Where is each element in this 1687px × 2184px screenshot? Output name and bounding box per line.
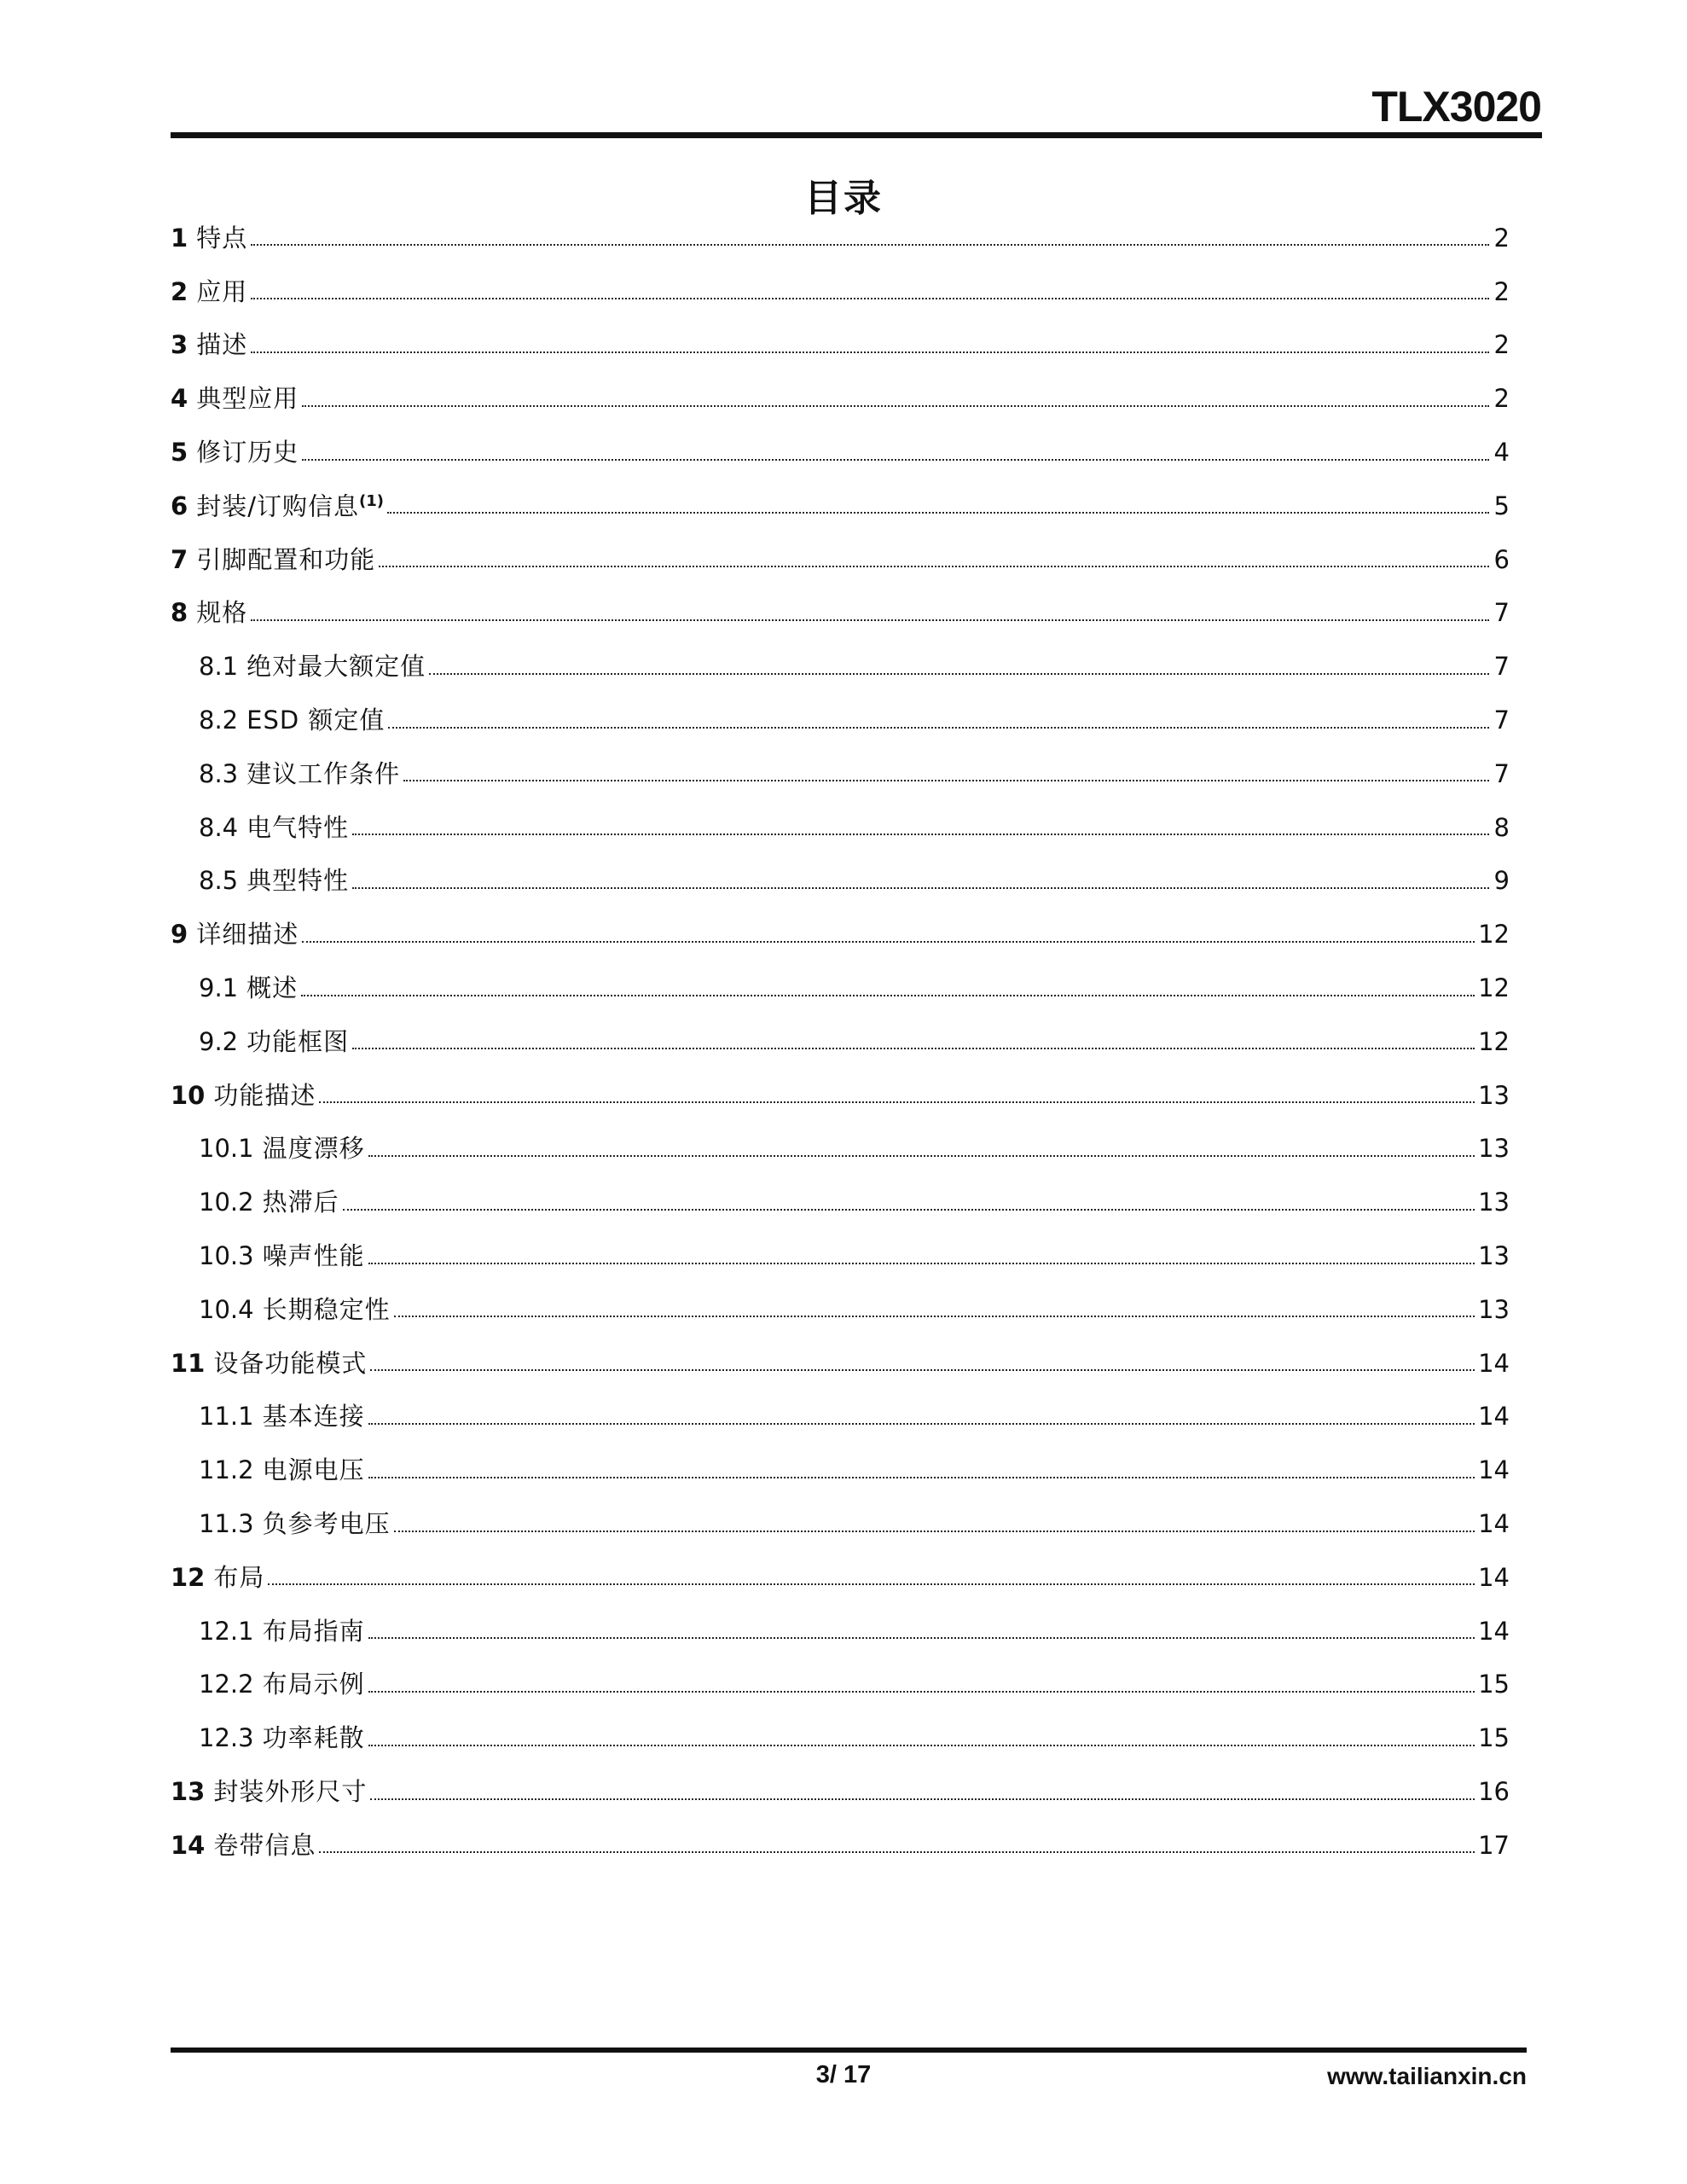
- toc-dot-leader: [302, 459, 1489, 461]
- toc-entry-title: 电源电压: [262, 1455, 365, 1485]
- toc-entry-title: 引脚配置和功能: [196, 544, 376, 574]
- toc-entry[interactable]: [171, 533, 1510, 587]
- toc-entry[interactable]: [171, 1658, 1510, 1712]
- toc-entry-page: 14: [1478, 1616, 1510, 1646]
- toc-entry-title: 绝对最大额定值: [246, 652, 426, 682]
- toc-entry[interactable]: [171, 1765, 1510, 1819]
- toc-entry-number: 8.3: [199, 758, 239, 788]
- toc-entry-title-wrap: [196, 276, 248, 306]
- toc-dot-leader: [379, 566, 1489, 567]
- toc-dot-leader: [368, 1477, 1475, 1478]
- toc-dot-leader: [319, 1851, 1475, 1853]
- toc-dot-leader: [394, 1531, 1475, 1532]
- toc-entry-number: 5: [171, 438, 188, 468]
- toc-entry-title-wrap: [246, 973, 299, 1003]
- toc-entry[interactable]: [171, 694, 1510, 747]
- toc-entry-number: 3: [171, 330, 188, 360]
- toc-entry-number: 2: [171, 276, 188, 306]
- toc-entry-page: 17: [1478, 1830, 1510, 1860]
- toc-entry[interactable]: [171, 1015, 1510, 1069]
- toc-entry-page: 7: [1493, 758, 1510, 788]
- toc-entry-number: 11.1: [199, 1402, 254, 1432]
- toc-entry-number: 11.2: [199, 1455, 254, 1485]
- toc-dot-leader: [368, 1155, 1475, 1157]
- toc-entry-title-wrap: [262, 1134, 365, 1164]
- toc-dot-leader: [368, 1637, 1475, 1639]
- toc-entry-title-wrap: [196, 223, 248, 253]
- toc-entry-title: 建议工作条件: [246, 758, 401, 788]
- toc-entry[interactable]: [171, 1229, 1510, 1283]
- toc-entry-title-wrap: [262, 1402, 365, 1432]
- toc-entry-title: 概述: [246, 973, 299, 1003]
- footer-rule: [171, 2048, 1527, 2053]
- toc-entry-page: 9: [1493, 866, 1510, 896]
- toc-dot-leader: [368, 1263, 1475, 1264]
- toc-entry-title-wrap: [246, 866, 350, 896]
- toc-entry-page: 12: [1478, 1026, 1510, 1056]
- toc-entry-title-wrap: [196, 384, 299, 414]
- toc-entry-title: 热滞后: [262, 1188, 339, 1217]
- toc-dot-leader: [251, 244, 1489, 246]
- toc-entry-page: 6: [1493, 544, 1510, 574]
- toc-dot-leader: [352, 887, 1489, 889]
- toc-entry-title-wrap: [196, 438, 299, 468]
- toc-dot-leader: [387, 512, 1489, 514]
- toc-entry-title: 规格: [196, 598, 248, 628]
- toc-dot-leader: [368, 1745, 1475, 1746]
- toc-entry[interactable]: [171, 1337, 1510, 1391]
- toc-entry[interactable]: [171, 1069, 1510, 1123]
- toc-entry-page: 2: [1493, 276, 1510, 306]
- toc-entry-title-wrap: [213, 1777, 368, 1806]
- toc-entry-title: 修订历史: [196, 438, 299, 468]
- toc-dot-leader: [343, 1209, 1475, 1211]
- toc-entry-number: 10.1: [199, 1134, 254, 1164]
- toc-dot-leader: [302, 941, 1475, 943]
- toc-entry[interactable]: [171, 479, 1510, 533]
- toc-entry-title: 典型应用: [196, 384, 299, 414]
- toc-entry-page: 14: [1478, 1509, 1510, 1539]
- toc-dot-leader: [388, 727, 1489, 729]
- toc-entry-title-wrap: [246, 652, 426, 682]
- toc-dot-leader: [403, 780, 1489, 781]
- toc-entry-title-wrap: [262, 1241, 365, 1271]
- toc-entry[interactable]: [171, 212, 1510, 265]
- toc-entry-title-wrap: [196, 920, 299, 950]
- toc-entry-title: 详细描述: [196, 920, 299, 950]
- toc-entry[interactable]: [171, 801, 1510, 855]
- toc-entry-title-wrap: [213, 1348, 368, 1378]
- toc-entry-title: 功能描述: [213, 1080, 316, 1110]
- toc-entry-number: 10.2: [199, 1188, 254, 1217]
- toc-entry-title-wrap: [196, 491, 384, 521]
- toc-entry-title-wrap: [213, 1562, 265, 1592]
- toc-entry-title-wrap: [246, 758, 401, 788]
- toc-entry-page: 12: [1478, 920, 1510, 950]
- toc-entry-page: 14: [1478, 1348, 1510, 1378]
- toc-entry-page: 15: [1478, 1670, 1510, 1699]
- toc-entry[interactable]: [171, 855, 1510, 909]
- toc-entry-number: 1: [171, 223, 188, 253]
- toc-entry-page: 2: [1493, 223, 1510, 253]
- toc-entry[interactable]: [171, 1711, 1510, 1765]
- toc-entry-title-wrap: [196, 598, 248, 628]
- toc-entry-number: 6: [171, 491, 188, 520]
- toc-entry[interactable]: [171, 1176, 1510, 1229]
- toc-entry-title: 功率耗散: [262, 1723, 365, 1753]
- toc-entry-title: ESD 额定值: [246, 706, 386, 735]
- toc-entry-page: 2: [1493, 330, 1510, 360]
- toc-entry-title: 卷带信息: [213, 1830, 316, 1860]
- toc-entry-title: 封装外形尺寸: [213, 1777, 368, 1806]
- toc-entry-page: 2: [1493, 384, 1510, 414]
- toc-entry-page: 14: [1478, 1562, 1510, 1592]
- toc-entry-title: 典型特性: [246, 866, 350, 896]
- toc-entry-number: 12.3: [199, 1723, 254, 1753]
- toc-entry-title-wrap: [213, 1080, 316, 1110]
- toc-entry[interactable]: [171, 1443, 1510, 1497]
- table-of-contents: [171, 212, 1510, 1873]
- toc-entry-page: 14: [1478, 1455, 1510, 1485]
- toc-entry-number: 4: [171, 384, 188, 414]
- toc-entry-title: 噪声性能: [262, 1241, 365, 1271]
- toc-entry-title-wrap: [246, 1026, 350, 1056]
- toc-entry-page: 14: [1478, 1402, 1510, 1432]
- toc-entry-page: 13: [1478, 1241, 1510, 1271]
- toc-dot-leader: [302, 405, 1489, 407]
- toc-entry-number: 13: [171, 1777, 206, 1806]
- toc-entry-page: 8: [1493, 812, 1510, 842]
- toc-dot-leader: [370, 1369, 1475, 1371]
- toc-entry-footnote-marker: (1): [358, 491, 384, 510]
- toc-dot-leader: [352, 1048, 1475, 1049]
- toc-entry-number: 8.5: [199, 866, 239, 896]
- toc-entry-page: 4: [1493, 438, 1510, 468]
- toc-entry[interactable]: [171, 1123, 1510, 1176]
- toc-entry[interactable]: [171, 961, 1510, 1015]
- toc-dot-leader: [301, 995, 1475, 996]
- part-number-header: TLX3020: [1371, 83, 1541, 131]
- toc-entry-number: 8.1: [199, 652, 239, 682]
- toc-title: 目录: [804, 177, 883, 220]
- toc-entry-title-wrap: [262, 1723, 365, 1753]
- website-link[interactable]: www.tailianxin.cn: [1327, 2063, 1527, 2089]
- toc-entry-page: 13: [1478, 1188, 1510, 1217]
- toc-entry-number: 8.2: [199, 706, 239, 735]
- toc-dot-leader: [251, 298, 1489, 299]
- toc-entry-title-wrap: [263, 1672, 365, 1697]
- toc-entry-number: 12.1: [199, 1616, 254, 1646]
- toc-entry-page: 15: [1478, 1723, 1510, 1753]
- toc-entry-page: 5: [1493, 491, 1510, 520]
- toc-entry[interactable]: [171, 1605, 1510, 1658]
- toc-entry-number: 8: [171, 598, 188, 628]
- toc-dot-leader: [429, 673, 1489, 675]
- toc-entry-number: 7: [171, 544, 188, 574]
- toc-entry-number: 11: [171, 1348, 206, 1378]
- toc-dot-leader: [368, 1691, 1475, 1693]
- toc-entry[interactable]: [171, 747, 1510, 801]
- toc-dot-leader: [370, 1798, 1475, 1800]
- toc-entry[interactable]: [171, 372, 1510, 426]
- toc-entry-number: 14: [171, 1830, 206, 1860]
- toc-entry-page: 13: [1478, 1134, 1510, 1164]
- toc-entry-title: 特点: [196, 223, 248, 253]
- toc-entry-title: 布局指南: [262, 1616, 365, 1646]
- toc-entry-title: 描述: [196, 330, 248, 360]
- toc-entry-title: 应用: [196, 276, 248, 306]
- toc-dot-leader: [251, 619, 1489, 621]
- toc-entry-title-wrap: [246, 812, 350, 842]
- toc-entry-title: 负参考电压: [262, 1509, 391, 1539]
- toc-entry-number: 10.4: [199, 1294, 254, 1324]
- toc-entry[interactable]: [171, 1391, 1510, 1444]
- toc-entry-number: 9.2: [199, 1026, 239, 1056]
- toc-entry-number: 10.3: [199, 1241, 254, 1271]
- toc-entry-title-wrap: [246, 708, 385, 733]
- toc-entry[interactable]: [171, 587, 1510, 641]
- toc-entry[interactable]: [171, 908, 1510, 961]
- toc-entry-number: 10: [171, 1080, 206, 1110]
- toc-entry[interactable]: [171, 1497, 1510, 1551]
- toc-entry-title: 设备功能模式: [213, 1348, 368, 1378]
- toc-entry-page: 16: [1478, 1777, 1510, 1806]
- toc-entry-title-wrap: [213, 1830, 316, 1860]
- toc-entry-number: 12: [171, 1562, 206, 1592]
- toc-entry-title-wrap: [262, 1616, 365, 1646]
- toc-entry-number: 9.1: [199, 973, 239, 1003]
- toc-entry-title: 布局: [213, 1562, 265, 1592]
- toc-dot-leader: [268, 1583, 1475, 1585]
- toc-entry-title-wrap: [262, 1294, 391, 1324]
- toc-dot-leader: [319, 1101, 1475, 1103]
- toc-dot-leader: [352, 834, 1489, 835]
- toc-entry-title: 基本连接: [262, 1402, 365, 1432]
- toc-entry-number: 9: [171, 920, 188, 950]
- toc-entry-title: 长期稳定性: [262, 1294, 391, 1324]
- toc-entry[interactable]: [171, 1283, 1510, 1337]
- toc-entry-title: 功能框图: [246, 1026, 350, 1056]
- toc-entry[interactable]: [171, 1551, 1510, 1605]
- toc-entry-title-wrap: [263, 1190, 339, 1215]
- toc-dot-leader: [368, 1423, 1475, 1425]
- toc-entry-page: 7: [1493, 598, 1510, 628]
- toc-entry-title-wrap: [262, 1509, 391, 1539]
- toc-entry[interactable]: [171, 319, 1510, 373]
- toc-entry[interactable]: [171, 426, 1510, 479]
- toc-entry[interactable]: [171, 640, 1510, 694]
- toc-entry-title-wrap: [262, 1455, 365, 1485]
- toc-entry-page: 12: [1478, 973, 1510, 1003]
- toc-entry-title: 封装/订购信息: [196, 491, 359, 521]
- header-rule: [171, 132, 1542, 138]
- toc-entry-title: 电气特性: [246, 812, 350, 842]
- toc-entry-title: 布局示例: [262, 1670, 365, 1699]
- toc-entry-title-wrap: [196, 330, 248, 360]
- toc-entry[interactable]: [171, 1819, 1510, 1873]
- toc-entry-title-wrap: [196, 544, 376, 574]
- toc-dot-leader: [251, 351, 1489, 353]
- toc-entry-number: 12.2: [199, 1670, 254, 1699]
- toc-dot-leader: [394, 1316, 1475, 1317]
- page-indicator: 3/ 17: [815, 2061, 872, 2088]
- toc-entry-number: 11.3: [199, 1509, 254, 1539]
- toc-entry-number: 8.4: [199, 812, 239, 842]
- toc-entry[interactable]: [171, 265, 1510, 319]
- toc-entry-page: 13: [1478, 1294, 1510, 1324]
- toc-entry-page: 7: [1493, 706, 1510, 735]
- toc-entry-title: 温度漂移: [262, 1134, 365, 1164]
- toc-entry-page: 7: [1493, 652, 1510, 682]
- toc-entry-page: 13: [1478, 1080, 1510, 1110]
